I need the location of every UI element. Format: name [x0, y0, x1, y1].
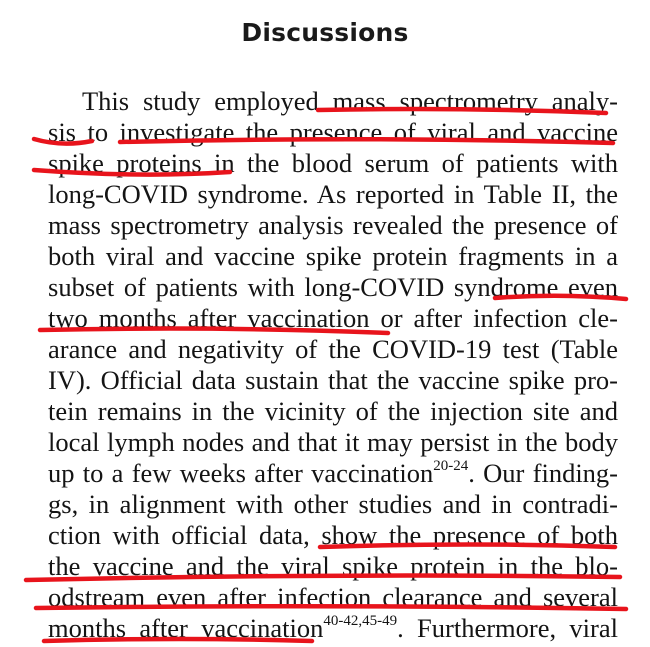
body-line: both viral and vaccine spike protein fragments in a: [48, 241, 618, 271]
body-line: ction with official data, show the presence of both: [48, 520, 618, 550]
body-line: long-COVID syndrome. As reported in Table II, the: [48, 179, 618, 209]
body-line: gs, in alignment with other studies and in contradi-: [48, 489, 618, 519]
body-text: up to a few weeks after vaccination: [48, 458, 434, 488]
body-line: tein remains in the vicinity of the injection site and: [48, 396, 618, 426]
body-line: subset of patients with long-COVID syndrome even: [48, 272, 618, 302]
body-text: months after vaccination: [48, 613, 324, 643]
body-line: sis to investigate the presence of viral and vaccine: [48, 117, 618, 147]
citation-superscript: 20-24: [433, 458, 469, 475]
body-line: two months after vaccination or after infection cle-: [48, 303, 618, 333]
body-line: the vaccine and the viral spike protein in the blo-: [48, 551, 618, 581]
body-line: odstream even after infection clearance and several: [48, 582, 618, 612]
body-line: This study employed mass spectrometry analy-: [82, 86, 618, 116]
body-line: [48, 613, 618, 643]
citation-superscript: 40-42,45-49: [323, 613, 398, 630]
body-line: [48, 458, 618, 488]
body-line: spike proteins in the blood serum of patients with: [48, 148, 618, 178]
section-heading: Discussions: [241, 18, 409, 47]
body-line: arance and negativity of the COVID-19 test (Table: [48, 334, 618, 364]
body-line: mass spectrometry analysis revealed the presence of: [48, 210, 618, 240]
body-line: IV). Official data sustain that the vaccine spike pro-: [48, 365, 618, 395]
body-text: . Furthermore, viral: [397, 613, 618, 643]
body-line: local lymph nodes and that it may persist in the body: [48, 427, 618, 457]
body-text: . Our finding-: [468, 458, 619, 488]
